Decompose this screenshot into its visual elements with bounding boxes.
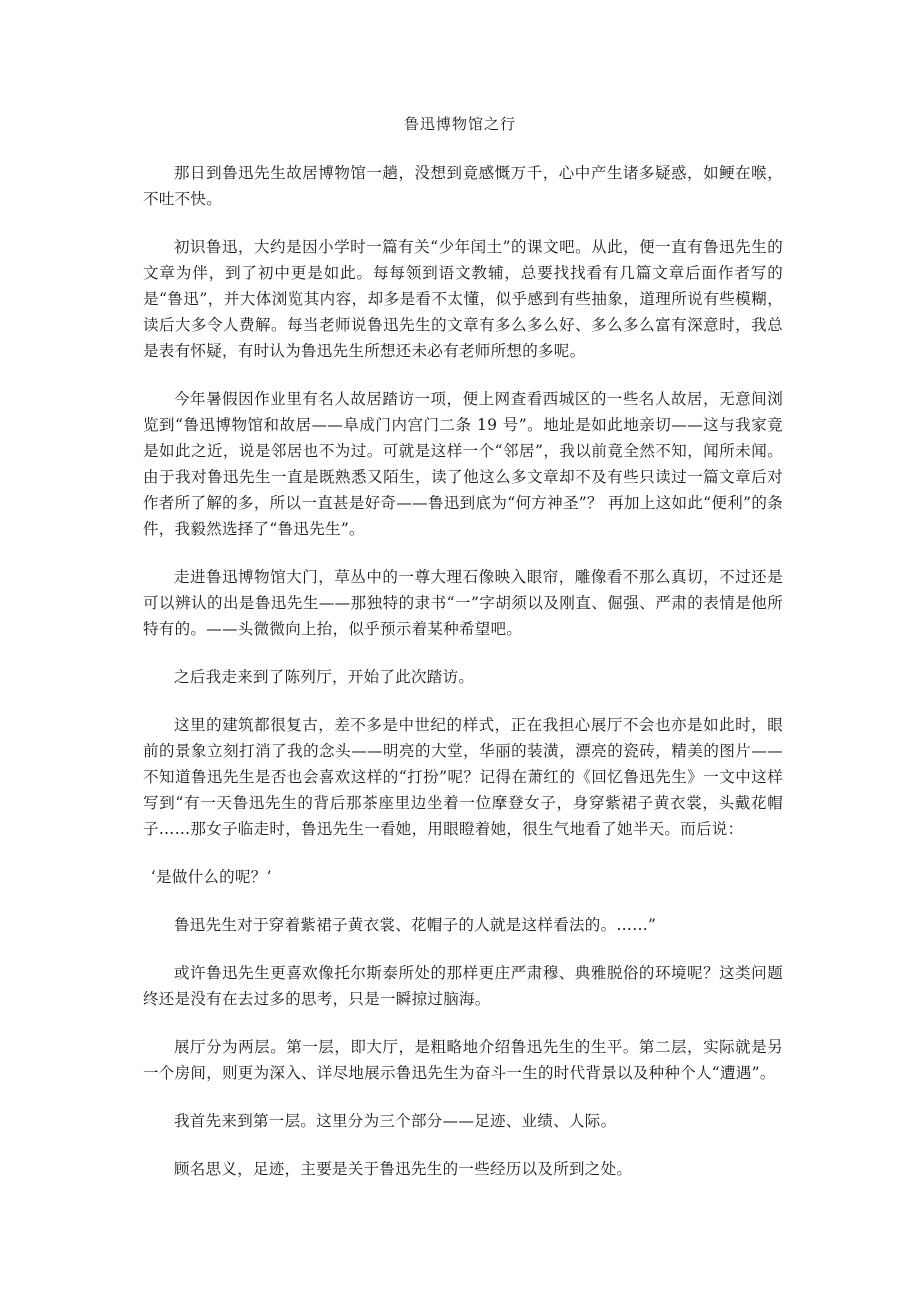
document-title: 鲁迅博物馆之行 — [403, 115, 516, 133]
paragraph: 初识鲁迅，大约是因小学时一篇有关“少年闰土”的课文吧。从此，便一直有鲁迅先生的文章为伴，到了初中更是如此。每每领到语文教辅，总要找找看有几篇文章后面作者写的是“鲁迅”，并大体浏览其内容，却多是看不太懂，似乎感到有些抽象，道理所说有些模糊，读后大多令人费解。每当老师说鲁迅先生的文章有多么多么好、多么多么富有深意时，我总是表有怀疑，有时认为鲁迅先生所想还未必有老师所想的多呢。 — [143, 238, 783, 360]
paragraph: 鲁迅先生对于穿着紫裙子黄衣裳、花帽子的人就是这样看法的。……” — [174, 916, 657, 934]
quoted-line: ‘是做什么的呢？’ — [150, 868, 272, 886]
paragraph: 走进鲁迅博物馆大门，草丛中的一尊大理石像映入眼帘，雕像看不那么真切，不过还是可以辨认的出是鲁迅先生——那独特的隶书“一”字胡须以及刚直、倔强、严肃的表情是他所特有的。——头微微向上抬，似乎预示着某种希望吧。 — [143, 568, 783, 638]
document-body — [143, 160, 783, 1204]
paragraph: 那日到鲁迅先生故居博物馆一趟，没想到竟感慨万千，心中产生诸多疑惑，如鲠在喉，不吐不快。 — [143, 164, 783, 208]
paragraph: 或许鲁迅先生更喜欢像托尔斯泰所处的那样更庄严肃穆、典雅脱俗的环境呢？这类问题终还是没有在去过多的思考，只是一瞬掠过脑海。 — [143, 964, 783, 1008]
paragraph: 之后我走来到了陈列厅，开始了此次踏访。 — [174, 668, 475, 686]
paragraph: 我首先来到第一层。这里分为三个部分——足迹、业绩、人际。 — [174, 1112, 617, 1130]
paragraph: 顾名思义，足迹，主要是关于鲁迅先生的一些经历以及所到之处。 — [174, 1160, 633, 1178]
paragraph: 今年暑假因作业里有名人故居踏访一项，便上网查看西城区的一些名人故居，无意间浏览到“鲁迅博物馆和故居——阜成门内宫门二条 19 号”。地址是如此地亲切——这与我家竟是如此之近，说是邻居也不为过。可就是这样一个“邻居”，我以前竟全然不知，闻所未闻。由于我对鲁迅先生一直是既熟悉又陌生，读了他这么多文章却不及有些只读过一篇文章后对作者所了解的多，所以一直甚是好奇——鲁迅到底为“何方神圣”？ 再加上这如此“便利”的条件，我毅然选择了“鲁迅先生”。 — [143, 390, 783, 538]
paragraph: 展厅分为两层。第一层，即大厅，是粗略地介绍鲁迅先生的生平。第二层，实际就是另一个房间，则更为深入、详尽地展示鲁迅先生为奋斗一生的时代背景以及种种个人“遭遇”。 — [143, 1038, 783, 1082]
paragraph: 这里的建筑都很复古，差不多是中世纪的样式，正在我担心展厅不会也亦是如此时，眼前的景象立刻打消了我的念头——明亮的大堂，华丽的装潢，漂亮的瓷砖，精美的图片——不知道鲁迅先生是否也会喜欢这样的“打扮”呢？记得在萧红的《回忆鲁迅先生》一文中这样写到“有一天鲁迅先生的背后那茶座里边坐着一位摩登女子，身穿紫裙子黄衣裳，头戴花帽子……那女子临走时，鲁迅先生一看她，用眼瞪着她，很生气地看了她半天。而后说： — [143, 716, 783, 838]
